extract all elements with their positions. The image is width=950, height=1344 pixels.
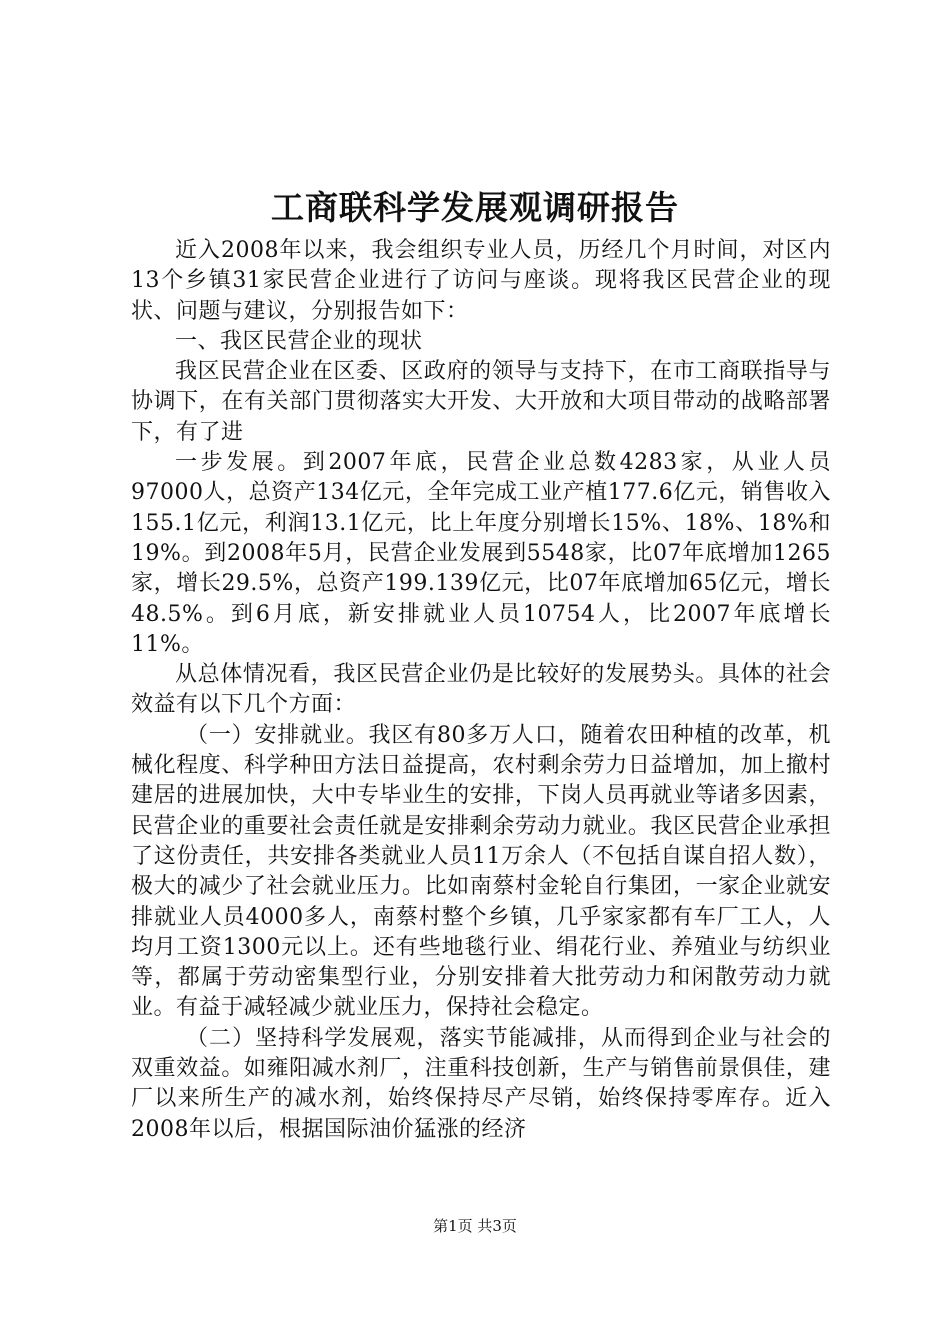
section-heading-status: 一、我区民营企业的现状 (175, 328, 423, 354)
paragraph-energy-saving: （二）坚持科学发展观，落实节能减排，从而得到企业与社会的双重效益。如雍阳减水剂厂，注重科技创新，生产与销售前景俱佳，建厂以来所生产的减水剂，始终保持尽产尽销，始终保持零库存。近入2008年以后，根据国际油价猛涨的经济 (131, 1025, 831, 1142)
paragraph-intro: 近入2008年以来，我会组织专业人员，历经几个月时间，对区内13个乡镇31家民营企业进行了访问与座谈。现将我区民营企业的现状、问题与建议，分别报告如下： (131, 238, 831, 324)
paragraph-overall: 从总体情况看，我区民营企业仍是比较好的发展势头。具体的社会效益有以下几个方面： (131, 662, 831, 718)
document-title: 工商联科学发展观调研报告 (271, 188, 679, 227)
page-footer: 第1页 共3页 (433, 1217, 517, 1235)
paragraph-statistics: 一步发展。到2007年底，民营企业总数4283家，从业人员97000人，总资产134亿元，全年完成工业产植177.6亿元，销售收入155.1亿元，利润13.1亿元，比上年度分别增长15%、18%、18%和19%。到2008年5月，民营企业发展到5548家，比07年底增加1265家，增长29.5%，总资产199.139亿元，比07年底增加65亿元，增长48.5%。到6月底，新安排就业人员10754人，比2007年底增长11%。 (131, 450, 831, 657)
paragraph-employment: （一）安排就业。我区有80多万人口，随着农田种植的改革，机械化程度、科学种田方法日益提高，农村剩余劳力日益增加，加上撤村建居的进展加快，大中专毕业生的安排，下岗人员再就业等诸多因素，民营企业的重要社会责任就是安排剩余劳动力就业。我区民营企业承担了这份责任，共安排各类就业人员11万余人（不包括自谋自招人数），极大的减少了社会就业压力。比如南蔡村金轮自行集团，一家企业就安排就业人员4000多人，南蔡村整个乡镇，几乎家家都有车厂工人，人均月工资1300元以上。还有些地毯行业、绢花行业、养殖业与纺织业等，都属于劳动密集型行业，分别安排着大批劳动力和闲散劳动力就业。有益于减轻减少就业压力，保持社会稳定。 (131, 722, 831, 1021)
paragraph-development: 我区民营企业在区委、区政府的领导与支持下，在市工商联指导与协调下，在有关部门贯彻落实大开发、大开放和大项目带动的战略部署下，有了进 (131, 359, 831, 445)
document-body (131, 236, 831, 1145)
